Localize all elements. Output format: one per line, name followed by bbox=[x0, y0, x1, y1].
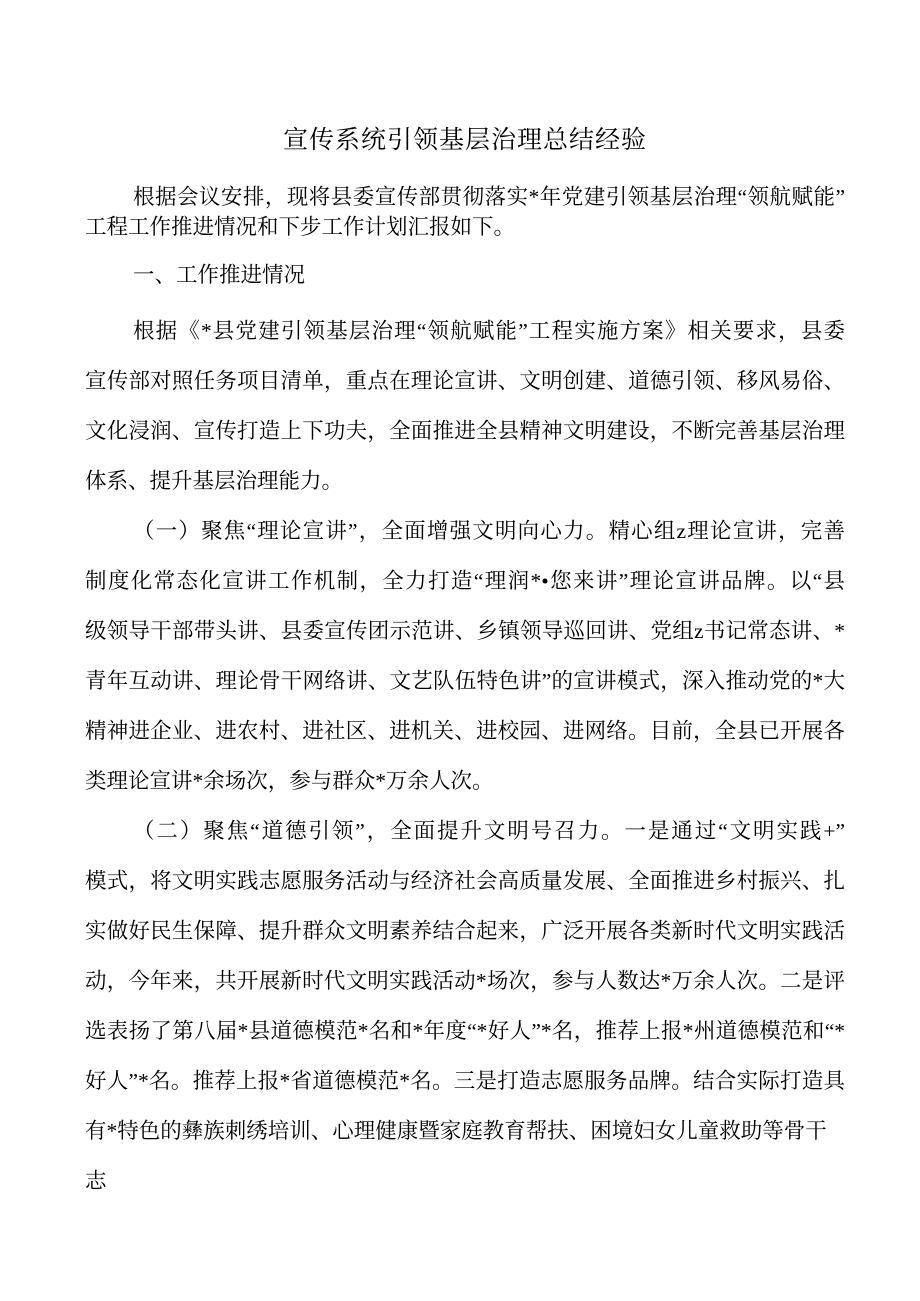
paragraph bbox=[85, 182, 845, 242]
document-line: 宣传部对照任务项目清单，重点在理论宣讲、文明创建、道德引领、移风易俗、 bbox=[85, 369, 845, 393]
document-line: 动，今年来，共开展新时代文明实践活动*场次，参与人数达*万余人次。二是评 bbox=[85, 969, 845, 993]
document-line: 级领导干部带头讲、县委宣传团示范讲、乡镇领导巡回讲、党组z书记常态讲、* bbox=[85, 619, 845, 643]
section-heading bbox=[85, 260, 845, 290]
document-line: 类理论宣讲*余场次，参与群众*万余人次。 bbox=[85, 769, 494, 793]
document-line: 选表扬了第八届*县道德模范*名和*年度“*好人”*名，推荐上报*州道德模范和“* bbox=[85, 1019, 845, 1043]
document-line: 实做好民生保障、提升群众文明素养结合起来，广泛开展各类新时代文明实践活 bbox=[85, 919, 845, 943]
paragraph bbox=[85, 506, 845, 806]
document-line: 制度化常态化宣讲工作机制，全力打造“理润*•您来讲”理论宣讲品牌。以“县 bbox=[85, 569, 845, 593]
document-line: 模式，将文明实践志愿服务活动与经济社会高质量发展、全面推进乡村振兴、扎 bbox=[85, 869, 845, 893]
paragraph bbox=[85, 806, 845, 1206]
document-line: 根据《*县党建引领基层治理“领航赋能”工程实施方案》相关要求，县委 bbox=[133, 319, 845, 343]
document-title: 宣传系统引领基层治理总结经验 bbox=[282, 127, 647, 154]
document-line: 工程工作推进情况和下步工作计划汇报如下。 bbox=[85, 215, 516, 239]
document-line: 文化浸润、宣传打造上下功夫，全面推进全县精神文明建设，不断完善基层治理 bbox=[85, 419, 845, 443]
document-line: 好人”*名。推荐上报*省道德模范*名。三是打造志愿服务品牌。结合实际打造具 bbox=[85, 1069, 845, 1093]
document-line: 有*特色的彝族刺绣培训、心理健康暨家庭教育帮扶、困境妇女儿童救助等骨干志 bbox=[85, 1119, 827, 1193]
paragraph bbox=[85, 306, 845, 506]
document-blocks bbox=[85, 182, 845, 1206]
document-line: 一、工作推进情况 bbox=[133, 263, 306, 287]
document-line: 根据会议安排，现将县委宣传部贯彻落实*年党建引领基层治理“领航赋能” bbox=[133, 185, 845, 209]
document-line: 体系、提升基层治理能力。 bbox=[85, 469, 344, 493]
document-line: （二）聚焦“道德引领”，全面提升文明号召力。一是通过“文明实践+” bbox=[133, 819, 845, 843]
document-line: 精神进企业、进农村、进社区、进机关、进校园、进网络。目前，全县已开展各 bbox=[85, 719, 845, 743]
document-line: 青年互动讲、理论骨干网络讲、文艺队伍特色讲”的宣讲模式，深入推动党的*大 bbox=[85, 669, 845, 693]
document-line: （一）聚焦“理论宣讲”，全面增强文明向心力。精心组z理论宣讲，完善 bbox=[133, 519, 845, 543]
